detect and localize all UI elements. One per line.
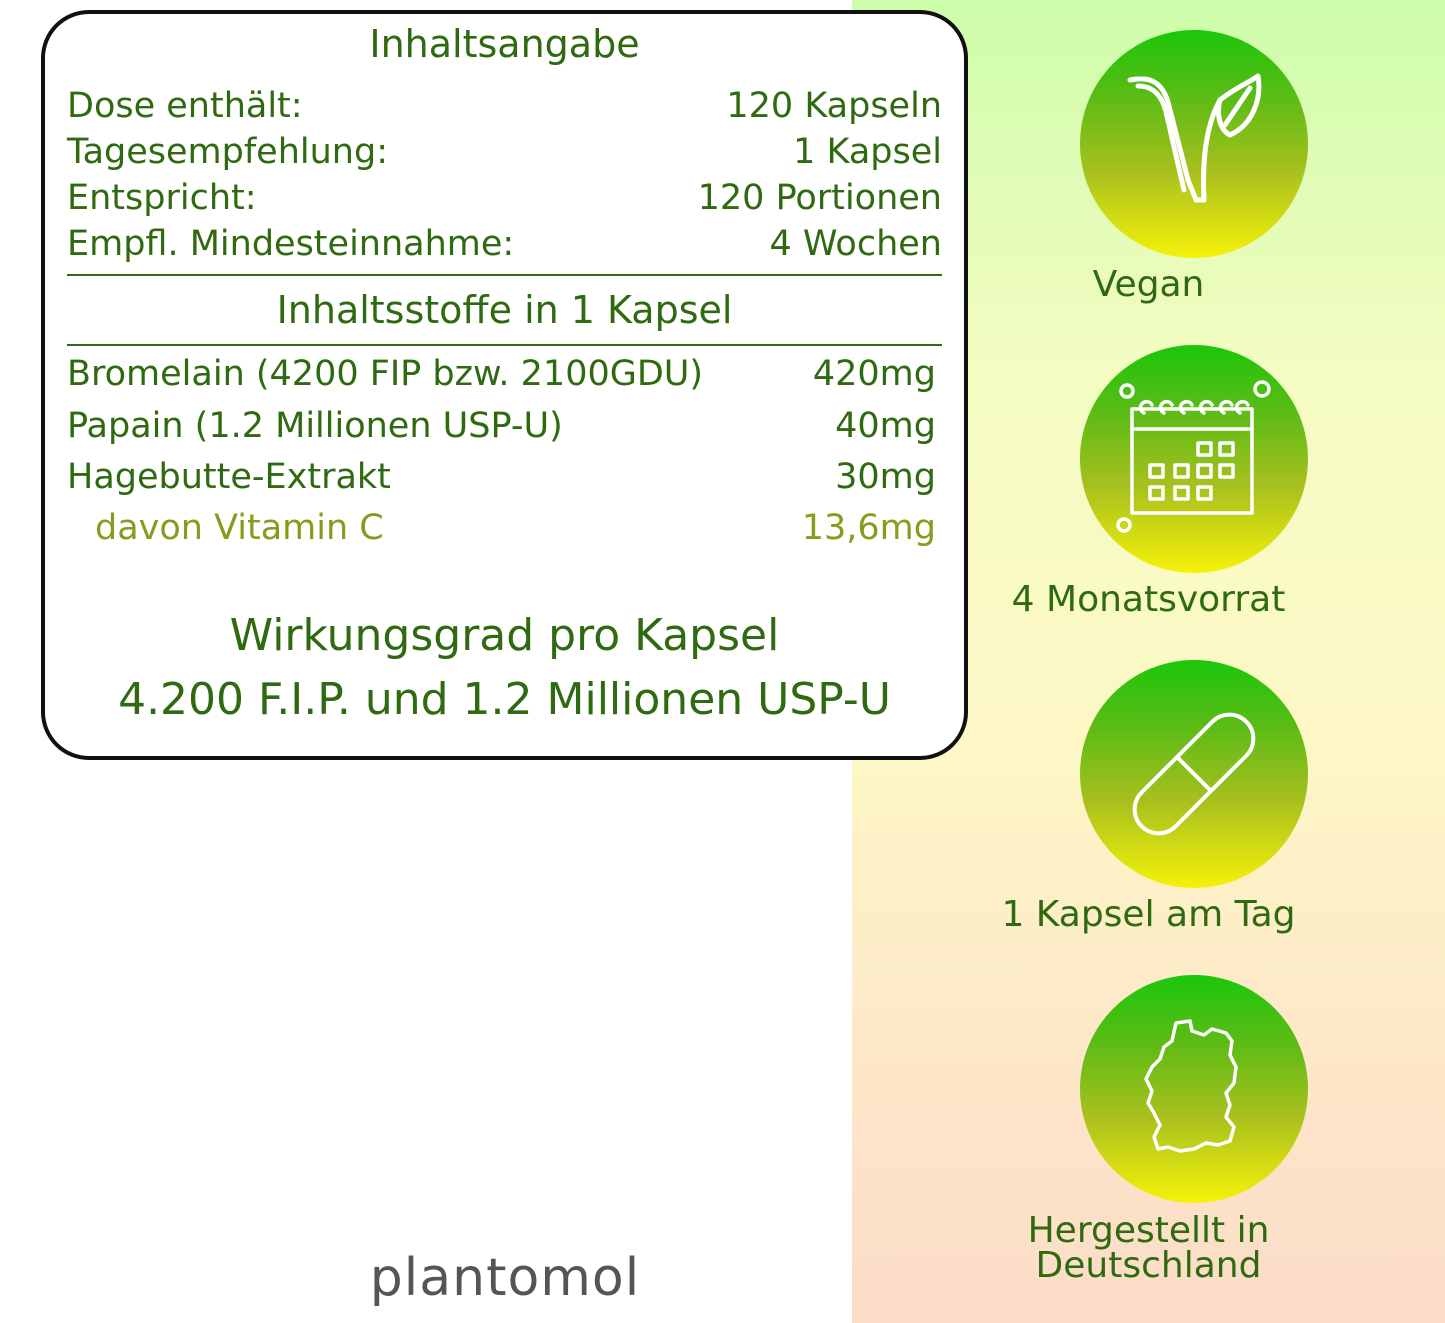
capsule-icon xyxy=(1080,660,1308,888)
feature-label: 1 Kapsel am Tag xyxy=(1001,894,1296,935)
efficacy-title: Wirkungsgrad pro Kapsel xyxy=(229,610,780,661)
info-row-label: Entspricht: xyxy=(67,178,257,218)
divider xyxy=(67,274,942,276)
feature-label-line1: Hergestellt in xyxy=(1027,1210,1270,1251)
info-title: Inhaltsangabe xyxy=(369,22,640,66)
ingredient-sub-label: davon Vitamin C xyxy=(95,508,384,548)
info-row-label: Empfl. Mindesteinnahme: xyxy=(67,224,515,264)
info-row-value: 120 Kapseln xyxy=(726,86,942,126)
ingredients-card xyxy=(41,10,968,760)
feature-label: 4 Monatsvorrat xyxy=(1011,579,1286,620)
calendar-icon xyxy=(1080,345,1308,573)
ingredients-title: Inhaltsstoffe in 1 Kapsel xyxy=(276,288,733,332)
vegan-leaf-icon xyxy=(1080,30,1308,258)
ingredient-value: 420mg xyxy=(812,354,936,394)
info-row-value: 4 Wochen xyxy=(769,224,942,264)
ingredient-label: Hagebutte-Extrakt xyxy=(67,457,391,497)
ingredient-label: Bromelain (4200 FIP bzw. 2100GDU) xyxy=(67,354,704,394)
ingredient-sub-value: 13,6mg xyxy=(801,508,936,548)
ingredient-label: Papain (1.2 Millionen USP-U) xyxy=(67,406,563,446)
ingredient-value: 40mg xyxy=(835,406,936,446)
info-row-label: Dose enthält: xyxy=(67,86,303,126)
brand-logo: plantomol xyxy=(369,1248,641,1308)
info-row-label: Tagesempfehlung: xyxy=(67,132,388,172)
feature-label: Vegan xyxy=(1092,264,1205,305)
divider xyxy=(67,344,942,346)
info-row-value: 1 Kapsel xyxy=(793,132,942,172)
efficacy-value: 4.200 F.I.P. und 1.2 Millionen USP-U xyxy=(118,674,891,725)
info-row-value: 120 Portionen xyxy=(697,178,942,218)
germany-map-icon xyxy=(1080,975,1308,1203)
ingredient-value: 30mg xyxy=(835,457,936,497)
feature-label-line2: Deutschland xyxy=(1035,1245,1262,1286)
